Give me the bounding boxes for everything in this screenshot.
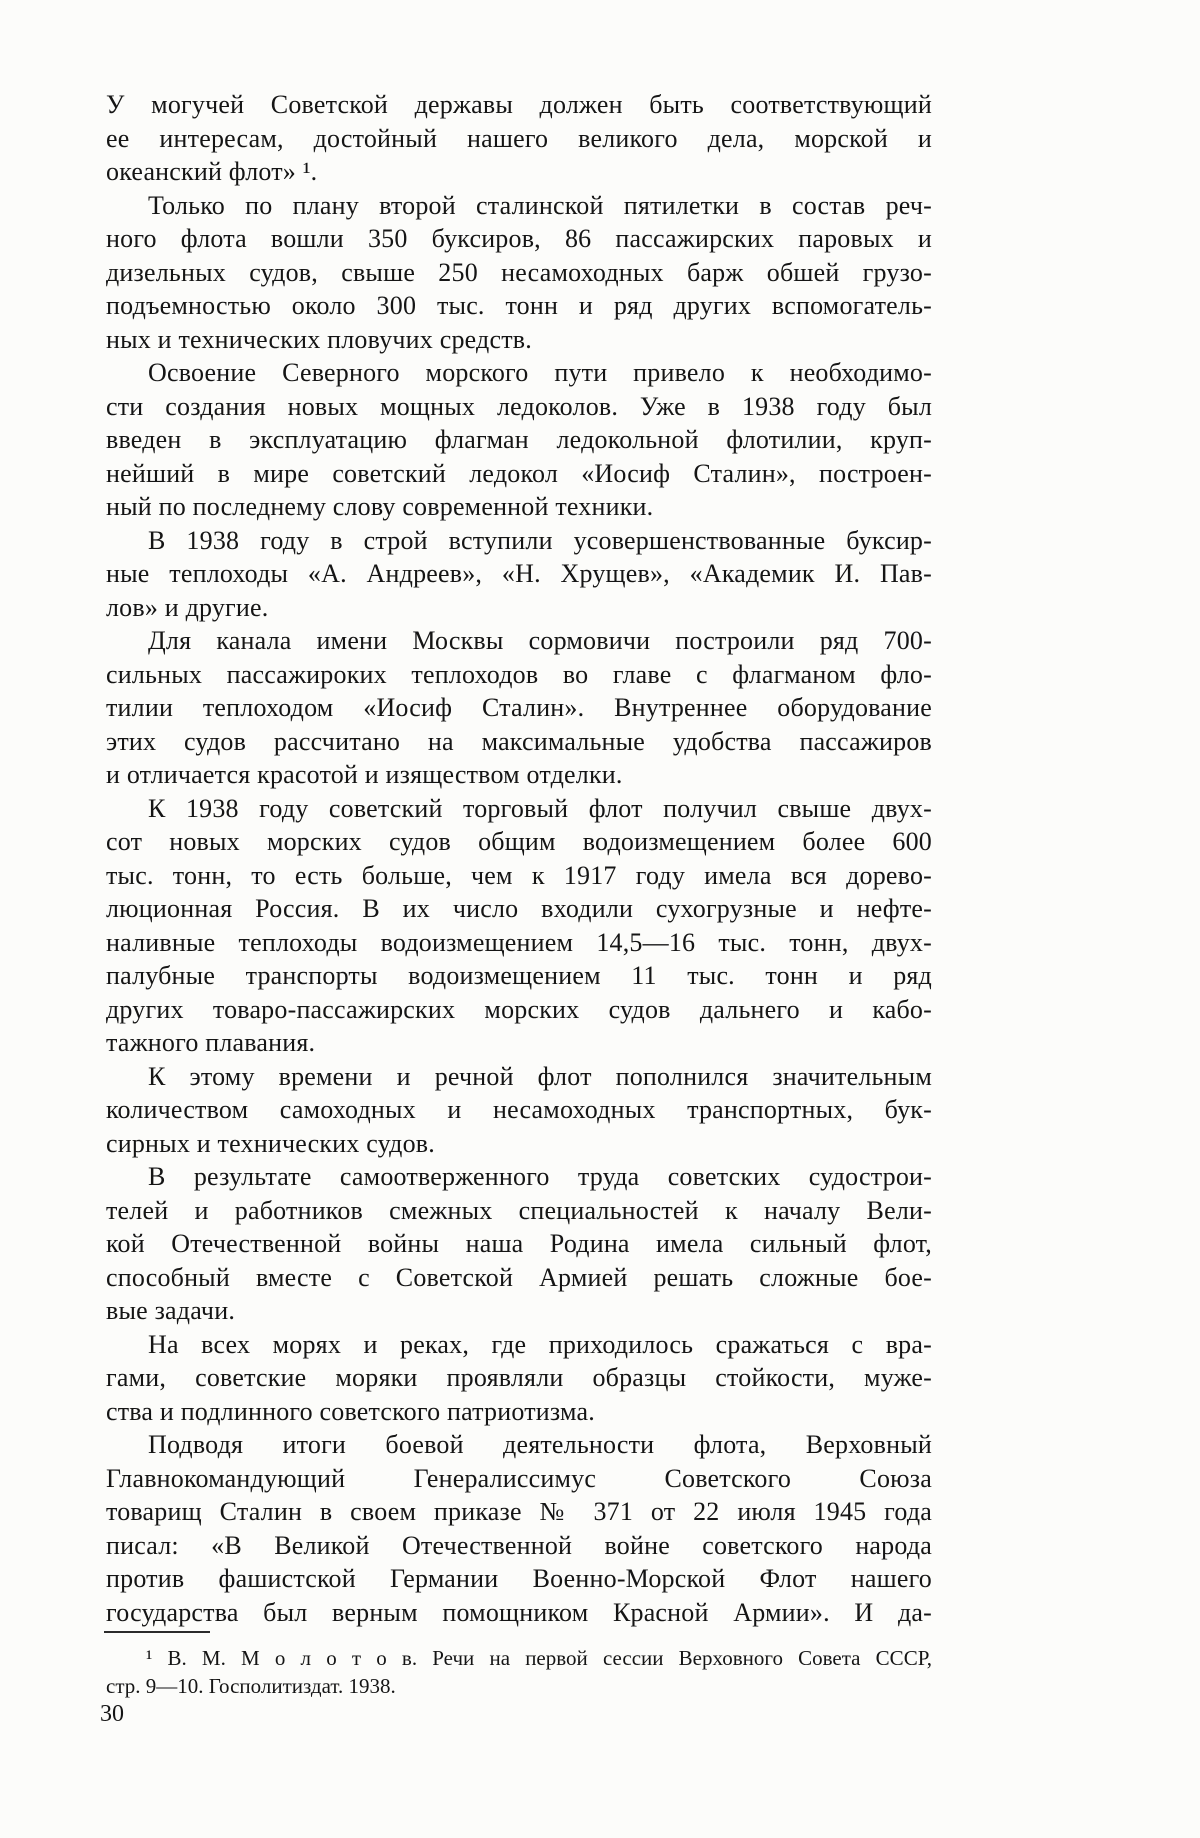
text-line: тилии теплоходом «Иосиф Сталин». Внутреннее оборудование: [106, 693, 932, 722]
text-line: сильных пассажироких теплоходов во главе с флагманом фло-: [106, 659, 932, 689]
text-line: государства был верным помощником Красной Армии». И да-: [106, 1597, 932, 1627]
text-line: сот новых морских судов общим водоизмещением более 600: [106, 827, 932, 856]
footnote: [106, 1644, 932, 1700]
text-line: ее интересам, достойный нашего великого дела, морской и: [106, 123, 932, 153]
text-line: В результате самоотверженного труда советских судострои-: [148, 1162, 932, 1191]
paragraph: [106, 524, 932, 625]
text-line: телей и работников смежных специальностей к началу Вели-: [106, 1195, 932, 1225]
text-line: введен в эксплуатацию флагман ледокольной флотилии, круп-: [106, 425, 932, 454]
text-line: тыс. тонн, то есть больше, чем к 1917 году имела вся дорево-: [106, 860, 932, 890]
footnote-line: стр. 9—10. Госполитиздат. 1938.: [106, 1674, 396, 1698]
text-line: этих судов рассчитано на максимальные удобства пассажиров: [106, 726, 932, 756]
text-line: дизельных судов, свыше 250 несамоходных барж обшей грузо-: [106, 257, 932, 287]
text-line: против фашистской Германии Военно-Морской Флот нашего: [106, 1564, 932, 1593]
text-line: океанский флот» ¹.: [106, 157, 318, 186]
paragraph: [106, 88, 932, 189]
text-line: подъемностью около 300 тыс. тонн и ряд других вспомогатель-: [106, 291, 932, 320]
text-line: кой Отечественной войны наша Родина имела сильный флот,: [106, 1229, 932, 1258]
text-line: гами, советские моряки проявляли образцы стойкости, муже-: [106, 1363, 932, 1392]
text-line: сирных и технических судов.: [106, 1128, 435, 1158]
footnote-separator: [104, 1631, 210, 1633]
text-line: ные теплоходы «А. Андреев», «Н. Хрущев», «Академик И. Пав-: [106, 559, 932, 588]
text-line: товарищ Сталин в своем приказе № 371 от 22 июля 1945 года: [106, 1497, 932, 1526]
body-text: [106, 88, 932, 1629]
text-line: На всех морях и реках, где приходилось сражаться с вра-: [148, 1329, 932, 1359]
text-line: Главнокомандующий Генералиссимус Советского Союза: [106, 1463, 932, 1493]
paragraph: [106, 356, 932, 524]
paragraph: [106, 189, 932, 357]
text-line: наливные теплоходы водоизмещением 14,5—16 тыс. тонн, двух-: [106, 927, 932, 957]
text-line: У могучей Советской державы должен быть соответствующий: [106, 90, 932, 119]
text-line: других товаро-пассажирских морских судов дальнего и кабо-: [106, 994, 932, 1024]
paragraph: [106, 1428, 932, 1629]
text-line: лов» и другие.: [106, 592, 269, 622]
text-line: К 1938 году советский торговый флот получил свыше двух-: [148, 793, 932, 823]
text-line: К этому времени и речной флот пополнился значительным: [148, 1061, 932, 1091]
paragraph: [106, 624, 932, 792]
text-line: ного флота вошли 350 буксиров, 86 пассажирских паровых и: [106, 224, 932, 253]
text-line: способный вместе с Советской Армией решать сложные бое-: [106, 1262, 932, 1292]
text-line: вые задачи.: [106, 1296, 236, 1325]
text-line: люционная Россия. В их число входили сухогрузные и нефте-: [106, 894, 932, 923]
text-line: Подводя итоги боевой деятельности флота, Верховный: [148, 1430, 932, 1459]
text-line: писал: «В Великой Отечественной войне советского народа: [106, 1530, 932, 1560]
text-line: ных и технических пловучих средств.: [106, 324, 532, 354]
paragraph: [106, 1328, 932, 1429]
paragraph: [106, 1060, 932, 1161]
text-line: Только по плану второй сталинской пятилетки в состав реч-: [148, 190, 932, 220]
paragraph: [106, 1160, 932, 1328]
text-line: тажного плавания.: [106, 1028, 316, 1057]
text-line: Освоение Северного морского пути привело к необходимо-: [148, 358, 932, 387]
footnote-line: ¹ В. М. М о л о т о в. Речи на первой сессии Верховного Совета СССР,: [146, 1646, 932, 1670]
text-line: ный по последнему слову современной техники.: [106, 492, 654, 521]
text-line: и отличается красотой и изяществом отделки.: [106, 760, 623, 789]
text-line: количеством самоходных и несамоходных транспортных, бук-: [106, 1095, 932, 1124]
text-line: палубные транспорты водоизмещением 11 тыс. тонн и ряд: [106, 961, 932, 990]
text-line: Для канала имени Москвы сормовичи построили ряд 700-: [148, 626, 932, 655]
text-line: ства и подлинного советского патриотизма.: [106, 1396, 595, 1426]
text-line: сти создания новых мощных ледоколов. Уже в 1938 году был: [106, 391, 932, 421]
paragraph: [106, 792, 932, 1060]
page-number: 30: [100, 1701, 124, 1727]
text-line: нейший в мире советский ледокол «Иосиф Сталин», построен-: [106, 458, 932, 488]
text-line: В 1938 году в строй вступили усовершенствованные буксир-: [148, 525, 932, 555]
